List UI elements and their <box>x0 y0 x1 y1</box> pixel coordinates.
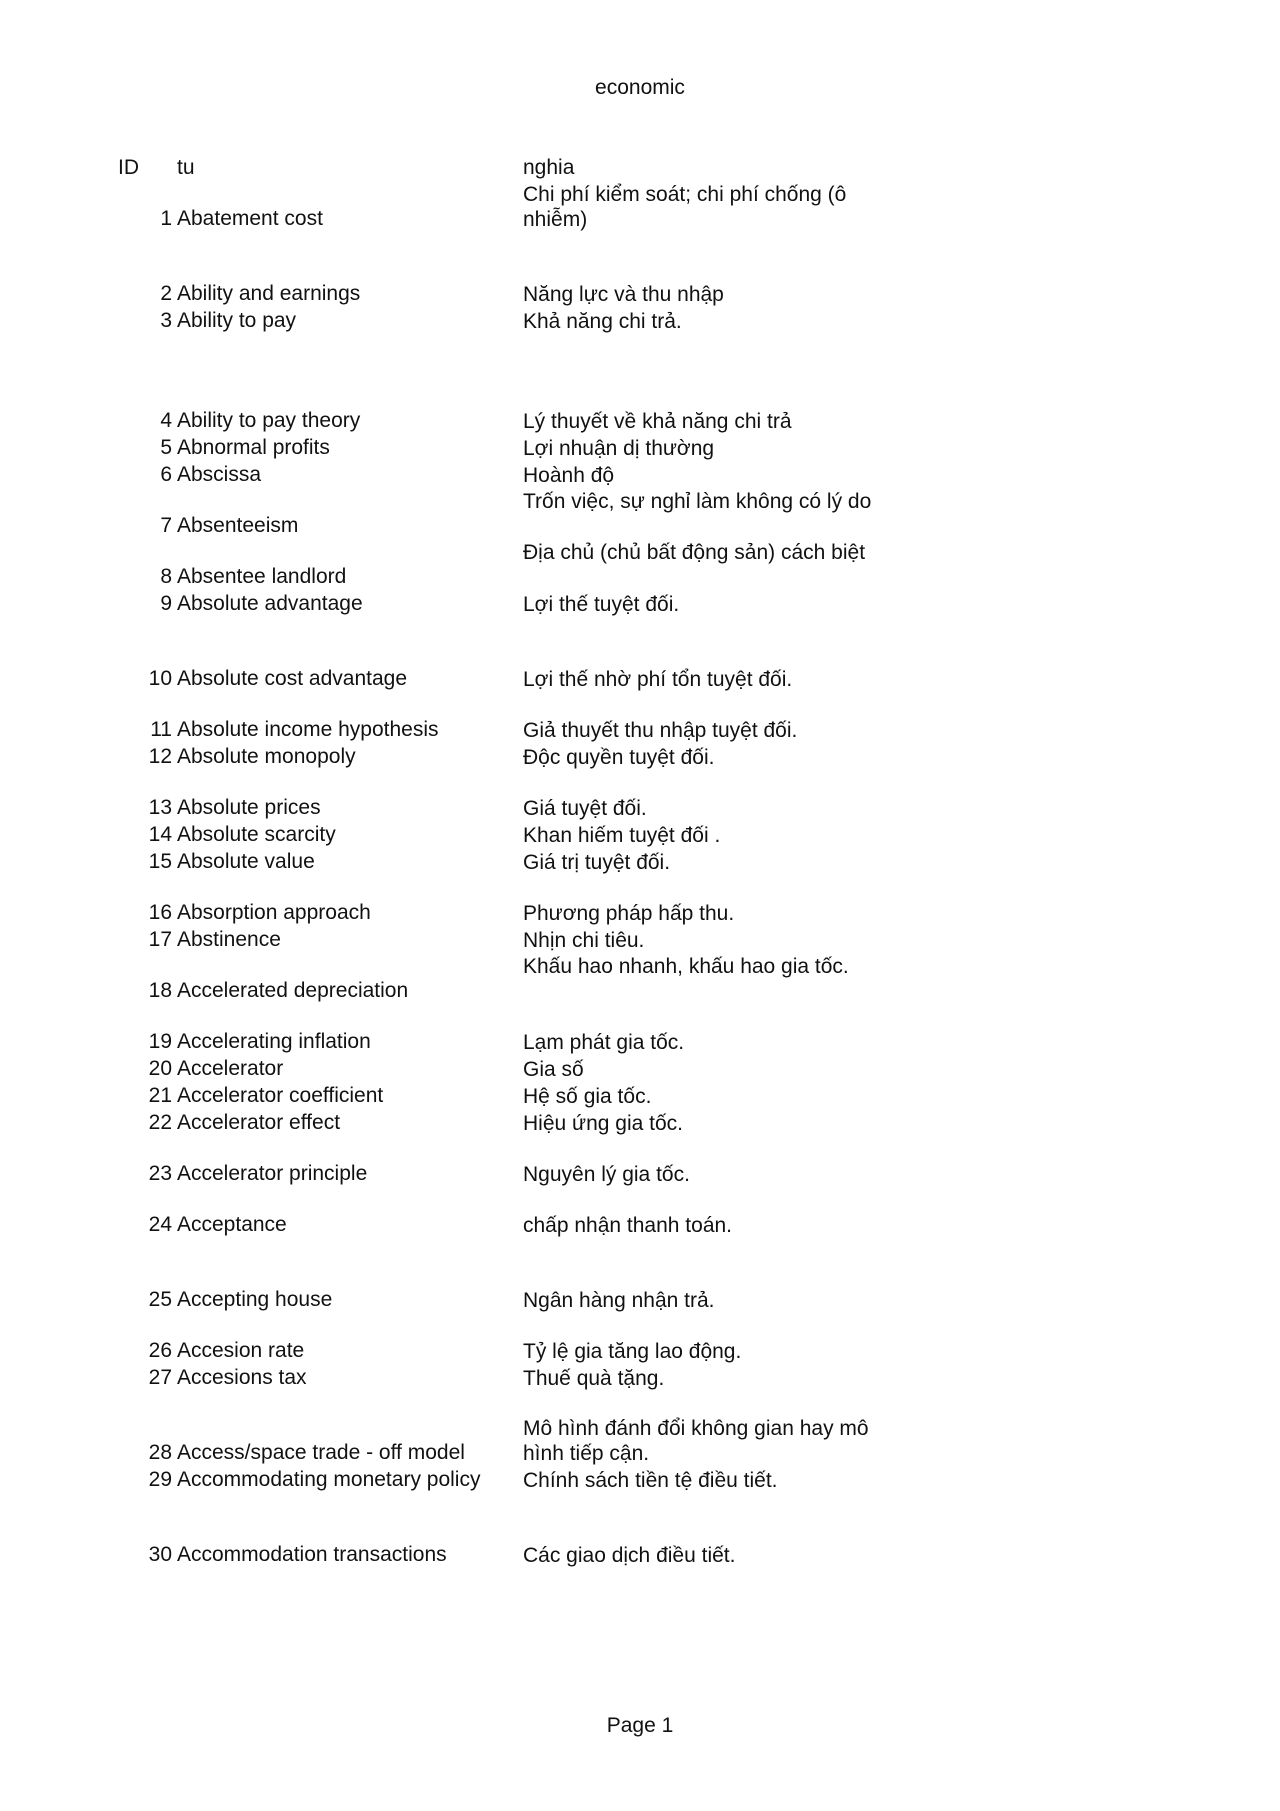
column-header-term: tu <box>177 156 195 179</box>
row-id: 22 <box>148 1111 172 1134</box>
row-id: 19 <box>148 1030 172 1053</box>
row-meaning: Năng lực và thu nhập <box>523 283 724 306</box>
page-header-title: economic <box>595 76 685 99</box>
row-meaning: Khấu hao nhanh, khấu hao gia tốc. <box>523 955 849 978</box>
row-id: 10 <box>148 667 172 690</box>
page-number: Page 1 <box>606 1714 674 1737</box>
row-meaning: Giá trị tuyệt đối. <box>523 851 671 874</box>
row-term: Absolute value <box>177 850 315 873</box>
row-id: 4 <box>160 409 172 432</box>
row-id: 18 <box>148 979 172 1002</box>
row-id: 21 <box>148 1084 172 1107</box>
row-meaning: Lợi nhuận dị thường <box>523 437 715 460</box>
row-id: 28 <box>148 1441 172 1464</box>
row-term: Ability and earnings <box>177 282 361 305</box>
row-meaning: Chi phí kiểm soát; chi phí chống (ô nhiễm) <box>523 183 847 231</box>
row-term: Accelerating inflation <box>177 1030 371 1053</box>
row-term: Absorption approach <box>177 901 371 924</box>
row-meaning: Gia số <box>523 1058 584 1081</box>
row-term: Abstinence <box>177 928 281 951</box>
row-term: Access/space trade - off model <box>177 1441 465 1464</box>
row-term: Ability to pay <box>177 309 297 332</box>
column-header-id: ID <box>118 156 139 179</box>
row-id: 12 <box>148 745 172 768</box>
row-term: Absolute prices <box>177 796 321 819</box>
row-term: Ability to pay theory <box>177 409 361 432</box>
row-id: 27 <box>148 1366 172 1389</box>
row-term: Abatement cost <box>177 207 323 230</box>
row-term: Absolute income hypothesis <box>177 718 439 741</box>
row-term: Accesion rate <box>177 1339 305 1362</box>
row-term: Accelerator <box>177 1057 284 1080</box>
row-meaning: Mô hình đánh đổi không gian hay mô hình tiếp cận. <box>523 1417 869 1465</box>
column-header-meaning: nghia <box>523 156 575 179</box>
row-term: Absolute scarcity <box>177 823 336 846</box>
row-term: Accommodation transactions <box>177 1543 447 1566</box>
row-id: 26 <box>148 1339 172 1362</box>
row-term: Accepting house <box>177 1288 333 1311</box>
row-term: Absolute cost advantage <box>177 667 407 690</box>
row-meaning: Lý thuyết về khả năng chi trả <box>523 410 792 433</box>
row-meaning: Khan hiếm tuyệt đối . <box>523 824 721 847</box>
row-id: 1 <box>160 207 172 230</box>
row-id: 11 <box>150 718 172 741</box>
row-id: 25 <box>148 1288 172 1311</box>
row-id: 7 <box>160 514 172 537</box>
row-id: 3 <box>160 309 172 332</box>
row-id: 24 <box>148 1213 172 1236</box>
row-term: Accesions tax <box>177 1366 307 1389</box>
row-meaning: Nhịn chi tiêu. <box>523 929 645 952</box>
row-meaning: Địa chủ (chủ bất động sản) cách biệt <box>523 541 866 564</box>
row-meaning: Chính sách tiền tệ điều tiết. <box>523 1469 778 1492</box>
row-meaning: Ngân hàng nhận trả. <box>523 1289 715 1312</box>
row-meaning: Tỷ lệ gia tăng lao động. <box>523 1340 742 1363</box>
row-id: 29 <box>148 1468 172 1491</box>
row-id: 9 <box>160 592 172 615</box>
row-term: Accelerator coefficient <box>177 1084 384 1107</box>
row-id: 23 <box>148 1162 172 1185</box>
row-term: Absentee landlord <box>177 565 347 588</box>
row-meaning: Giá tuyệt đối. <box>523 797 647 820</box>
row-meaning: Phương pháp hấp thu. <box>523 902 735 925</box>
row-id: 6 <box>160 463 172 486</box>
row-id: 20 <box>148 1057 172 1080</box>
row-meaning: Lợi thế nhờ phí tổn tuyệt đối. <box>523 668 793 691</box>
row-meaning: Các giao dịch điều tiết. <box>523 1544 736 1567</box>
row-id: 2 <box>160 282 172 305</box>
row-meaning: Khả năng chi trả. <box>523 310 682 333</box>
row-meaning: Lạm phát gia tốc. <box>523 1031 685 1054</box>
row-term: Accelerator principle <box>177 1162 368 1185</box>
row-id: 14 <box>148 823 172 846</box>
row-term: Absolute advantage <box>177 592 363 615</box>
row-term: Accelerator effect <box>177 1111 341 1134</box>
row-id: 15 <box>148 850 172 873</box>
row-id: 8 <box>160 565 172 588</box>
row-meaning: Hoành độ <box>523 464 615 487</box>
row-meaning: Hệ số gia tốc. <box>523 1085 652 1108</box>
row-term: Acceptance <box>177 1213 287 1236</box>
row-meaning: Giả thuyết thu nhập tuyệt đối. <box>523 719 798 742</box>
row-meaning: Hiệu ứng gia tốc. <box>523 1112 683 1135</box>
row-term: Abnormal profits <box>177 436 330 459</box>
row-meaning: Thuế quà tặng. <box>523 1367 665 1390</box>
row-term: Accelerated depreciation <box>177 979 409 1002</box>
row-term: Abscissa <box>177 463 262 486</box>
row-meaning: Lợi thế tuyệt đối. <box>523 593 680 616</box>
row-term: Accommodating monetary policy <box>177 1468 481 1491</box>
row-id: 16 <box>148 901 172 924</box>
row-meaning: Độc quyền tuyệt đối. <box>523 746 715 769</box>
row-term: Absolute monopoly <box>177 745 356 768</box>
row-id: 30 <box>148 1543 172 1566</box>
row-id: 17 <box>148 928 172 951</box>
row-term: Absenteeism <box>177 514 299 537</box>
row-meaning: Trốn việc, sự nghỉ làm không có lý do <box>523 490 872 513</box>
row-meaning: chấp nhận thanh toán. <box>523 1214 733 1237</box>
row-id: 5 <box>160 436 172 459</box>
row-meaning: Nguyên lý gia tốc. <box>523 1163 690 1186</box>
row-id: 13 <box>148 796 172 819</box>
